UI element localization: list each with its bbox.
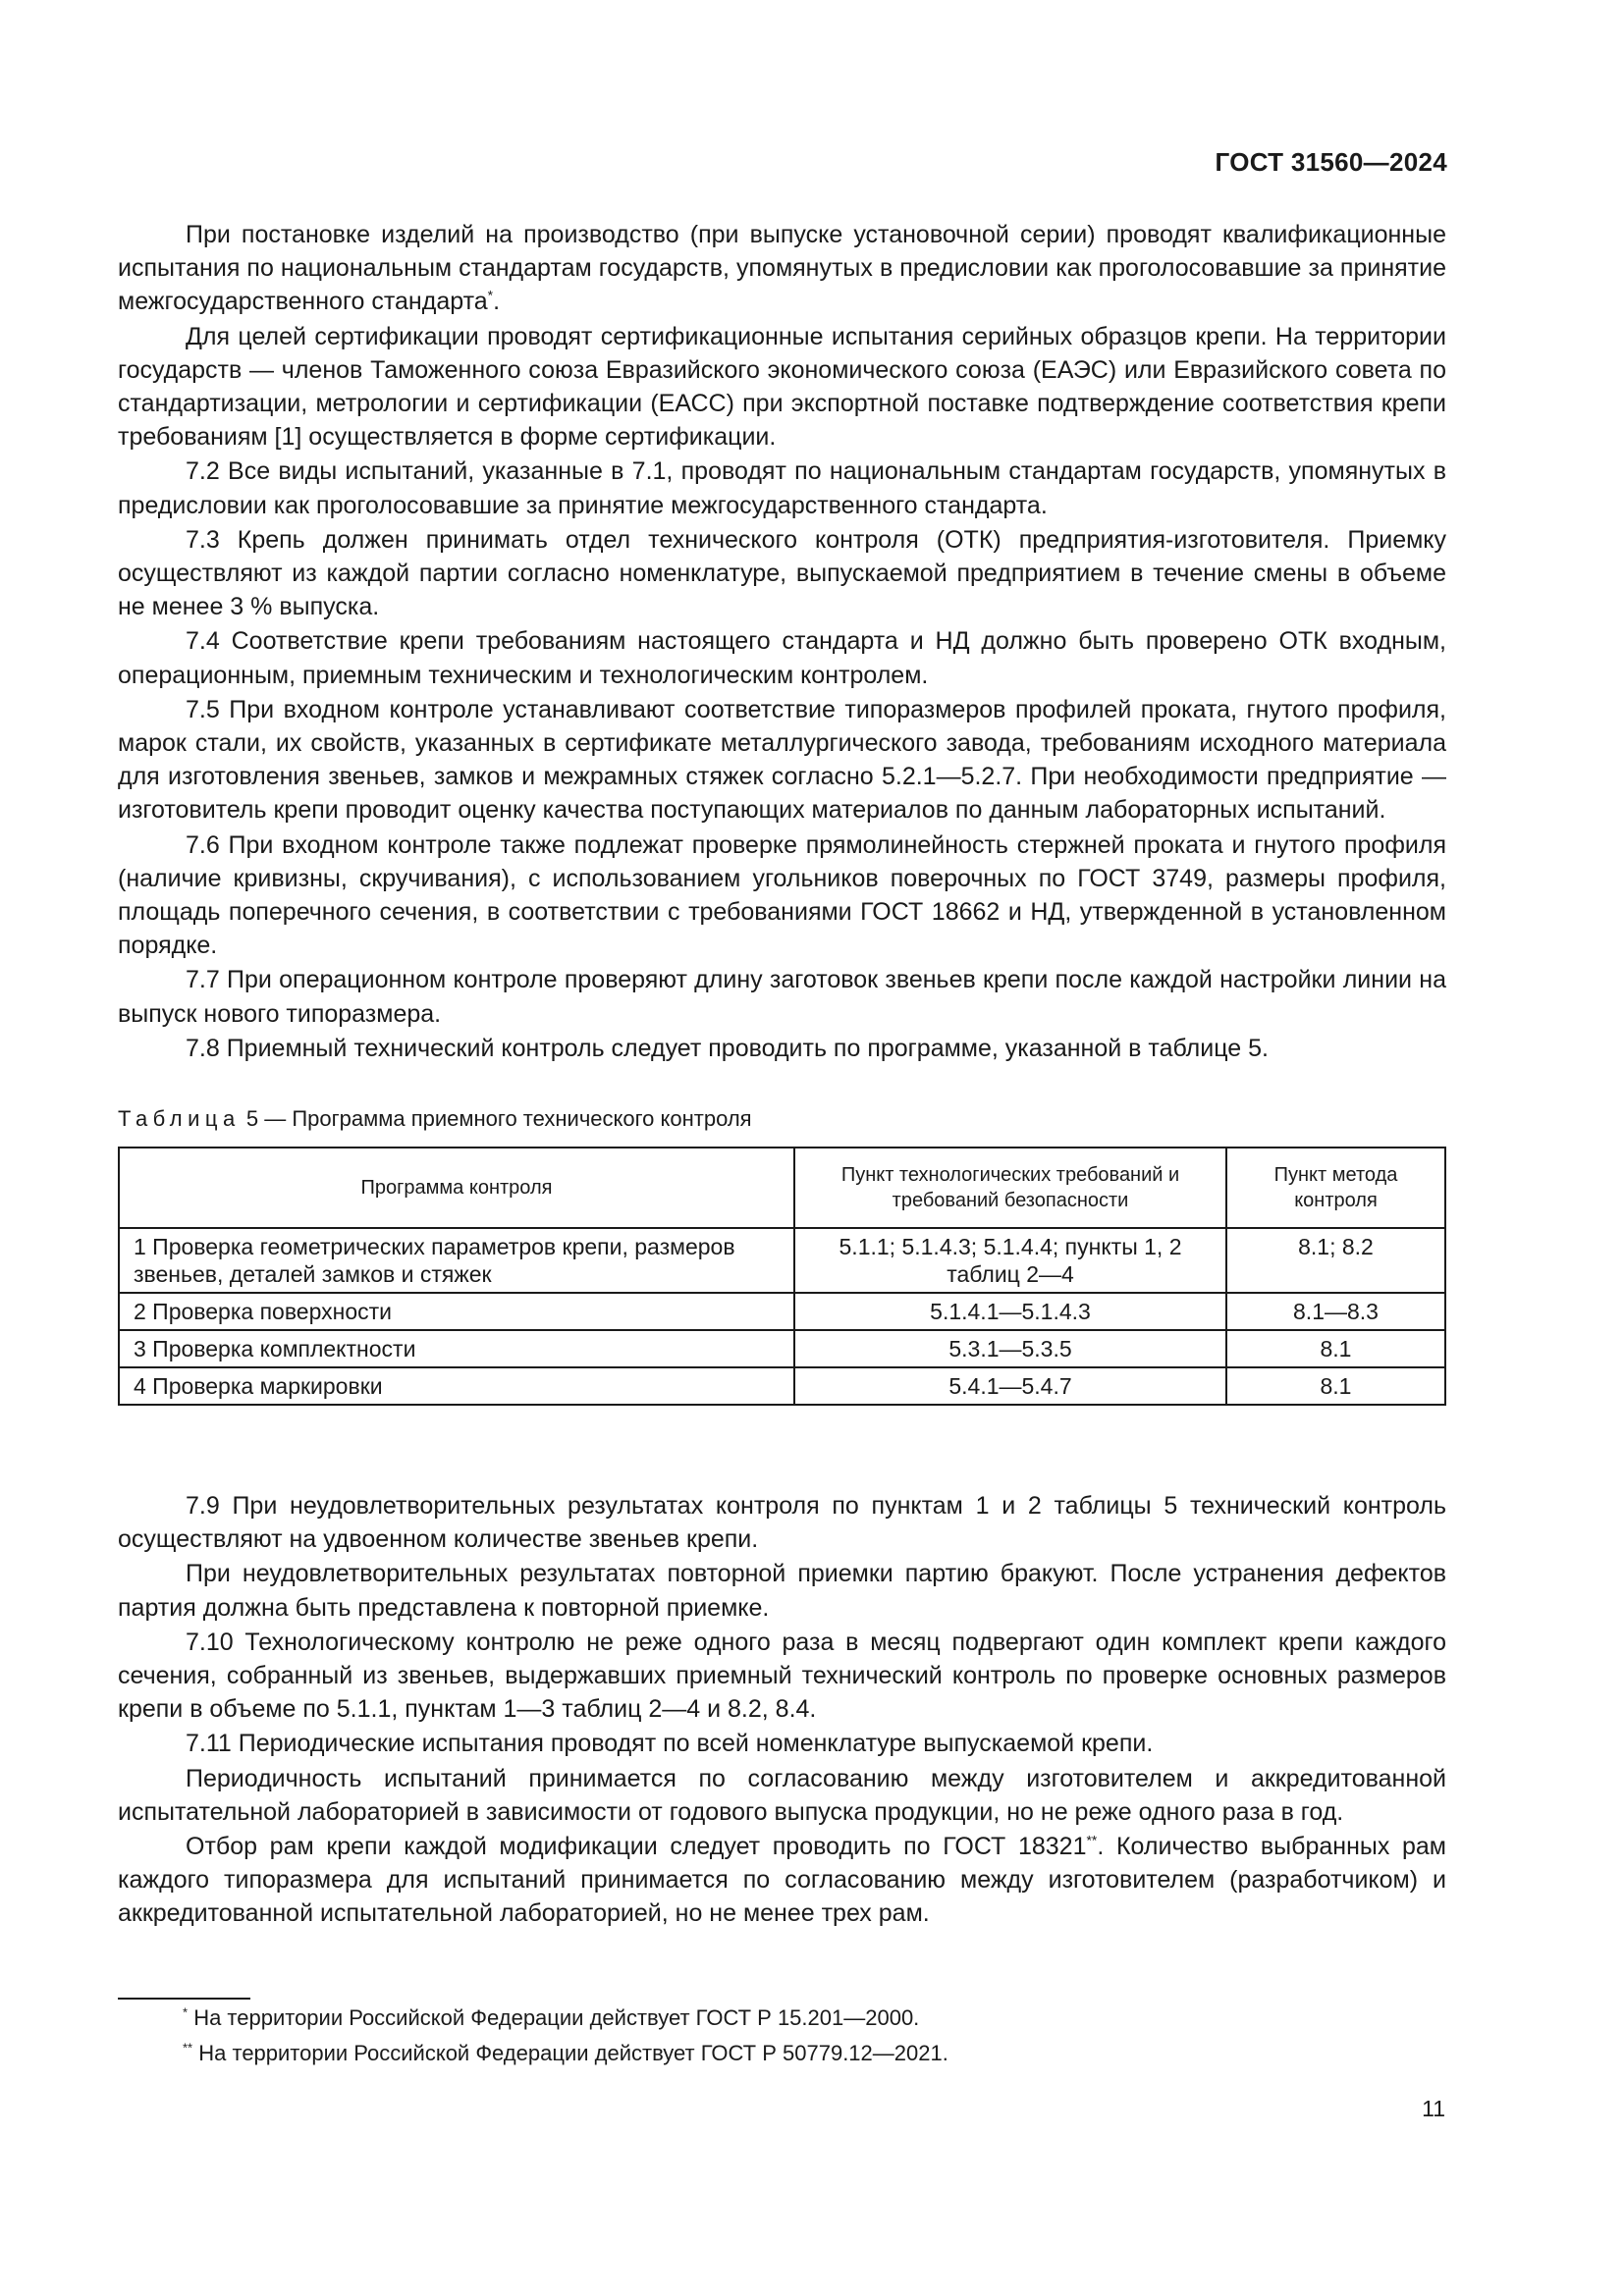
paragraph-7-3: 7.3 Крепь должен принимать отдел технического контроля (ОТК) предприятия-изготовителя. Приемку осуществляют из каждой партии согласно номенклатуре, выпускаемой предприятием в течение смены в объеме не менее 3 % выпуска. <box>118 525 1446 621</box>
table-row <box>119 1293 1445 1330</box>
footnote-1 <box>183 2004 919 2032</box>
header-requirements: Пункт технологических требований и требований безопасности <box>794 1148 1226 1228</box>
footnote-mark: ** <box>183 2040 193 2056</box>
cell-requirements: 5.1.4.1—5.1.4.3 <box>794 1293 1226 1330</box>
cell-requirements: 5.4.1—5.4.7 <box>794 1367 1226 1405</box>
control-program-table <box>118 1147 1446 1406</box>
table-caption-title: 5 — Программа приемного технического контроля <box>245 1106 752 1131</box>
footnote-separator <box>118 1998 250 2000</box>
page-number: 11 <box>1422 2096 1445 2121</box>
table-row <box>119 1330 1445 1367</box>
cell-program: 2 Проверка поверхности <box>119 1293 794 1330</box>
document-header: ГОСТ 31560—2024 <box>1215 147 1447 177</box>
cell-method: 8.1 <box>1226 1330 1445 1367</box>
paragraph: При неудовлетворительных результатах повторной приемки партию бракуют. После устранения дефектов партия должна быть представлена к повторной приемке. <box>118 1560 1446 1622</box>
paragraph-7-10: 7.10 Технологическому контролю не реже одного раза в месяц подвергают один комплект крепи каждого сечения, собранный из звеньев, выдержавших приемный технический контроль по проверке основных размеров крепи в объеме по 5.1.1, пунктам 1—3 таблиц 2—4 и 8.2, 8.4. <box>118 1628 1446 1724</box>
header-method: Пункт метода контроля <box>1226 1148 1445 1228</box>
paragraph-7-7: 7.7 При операционном контроле проверяют длину заготовок звеньев крепи после каждой настройки линии на выпуск нового типоразмера. <box>118 966 1446 1028</box>
cell-program: 4 Проверка маркировки <box>119 1367 794 1405</box>
table-header-row <box>119 1148 1445 1228</box>
footnote-text: На территории Российской Федерации действует ГОСТ Р 50779.12—2021. <box>198 2041 948 2065</box>
cell-program: 3 Проверка комплектности <box>119 1330 794 1367</box>
paragraph-7-2: 7.2 Все виды испытаний, указанные в 7.1, проводят по национальным стандартам государств, упомянутых в предисловии как проголосовавшие за принятие межгосударственного стандарта. <box>118 457 1446 519</box>
footnote-text: На территории Российской Федерации действует ГОСТ Р 15.201—2000. <box>193 2005 920 2030</box>
footnote-ref[interactable]: ** <box>1086 1832 1098 1848</box>
cell-method: 8.1; 8.2 <box>1226 1228 1445 1293</box>
footnote-mark: * <box>183 2004 189 2020</box>
paragraph-7-5: 7.5 При входном контроле устанавливают соответствие типоразмеров профилей проката, гнутого профиля, марок стали, их свойств, указанных в сертификате металлургического завода, требованиям исходного материала для изготовления звеньев, замков и межрамных стяжек согласно 5.2.1—5.2.7. При необходимости предприятие — изготовитель крепи проводит оценку качества поступающих материалов по данным лабораторных испытаний. <box>118 695 1446 825</box>
table-caption <box>118 1105 752 1133</box>
paragraph-7-6: 7.6 При входном контроле также подлежат проверке прямолинейность стержней проката и гнутого профиля (наличие кривизны, скручивания), с использованием угольников поверочных по ГОСТ 3749, размеры профиля, площадь поперечного сечения, в соответствии с требованиями ГОСТ 18662 и НД, утвержденной в установленном порядке. <box>118 830 1446 960</box>
footnote-ref[interactable]: * <box>487 288 494 304</box>
paragraph: Отбор рам крепи каждой модификации следует проводить по ГОСТ 18321**. Количество выбранных рам каждого типоразмера для испытаний принимается по согласованию между изготовителем (разработчиком) и аккредитованной испытательной лабораторией, но не менее трех рам. <box>118 1832 1446 1928</box>
cell-requirements: 5.3.1—5.3.5 <box>794 1330 1226 1367</box>
paragraph-7-9: 7.9 При неудовлетворительных результатах контроля по пунктам 1 и 2 таблицы 5 технический контроль осуществляют на удвоенном количестве звеньев крепи. <box>118 1492 1446 1554</box>
paragraph-7-11: 7.11 Периодические испытания проводят по всей номенклатуре выпускаемой крепи. <box>186 1730 1154 1758</box>
paragraph: Для целей сертификации проводят сертификационные испытания серийных образцов крепи. На территории государств — членов Таможенного союза Евразийского экономического союза (ЕАЭС) или Евразийского совета по стандартизации, метрологии и сертификации (ЕАСС) при экспортной поставке подтверждение соответствия крепи требованиям [1] осуществляется в форме сертификации. <box>118 322 1446 452</box>
paragraph-7-4: 7.4 Соответствие крепи требованиям настоящего стандарта и НД должно быть проверено ОТК входным, операционным, приемным техническим и технологическим контролем. <box>118 627 1446 689</box>
body-text-after-table <box>118 1489 1446 1932</box>
cell-method: 8.1—8.3 <box>1226 1293 1445 1330</box>
paragraph: Периодичность испытаний принимается по согласованию между изготовителем и аккредитованной испытательной лабораторией в зависимости от годового выпуска продукции, но не реже одного раза в год. <box>118 1764 1446 1826</box>
cell-method: 8.1 <box>1226 1367 1445 1405</box>
paragraph: При постановке изделий на производство (при выпуске установочной серии) проводят квалификационные испытания по национальным стандартам государств, упомянутых в предисловии как проголосовавшие за принятие межгосударственного стандарта*. <box>118 221 1446 316</box>
header-program: Программа контроля <box>119 1148 794 1228</box>
table-row <box>119 1367 1445 1405</box>
cell-requirements: 5.1.1; 5.1.4.3; 5.1.4.4; пункты 1, 2 таблиц 2—4 <box>794 1228 1226 1293</box>
cell-program: 1 Проверка геометрических параметров крепи, размеров звеньев, деталей замков и стяжек <box>119 1228 794 1293</box>
paragraph-7-8: 7.8 Приемный технический контроль следует проводить по программе, указанной в таблице 5. <box>186 1034 1269 1062</box>
table-caption-word: Таблица <box>118 1106 241 1131</box>
footnote-2 <box>183 2040 948 2067</box>
body-text-before-table <box>118 218 1446 1066</box>
table-row <box>119 1228 1445 1293</box>
